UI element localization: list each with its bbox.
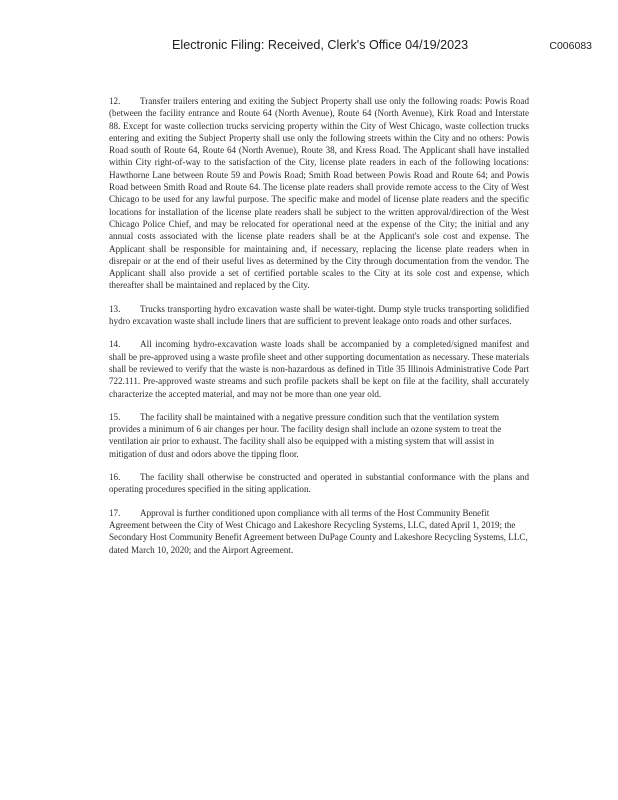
document-id: C006083 <box>549 40 592 52</box>
paragraph-number: 15. <box>109 411 121 422</box>
paragraph-14 <box>109 338 529 399</box>
paragraph-text: Trucks transporting hydro excavation waste shall be water-tight. Dump style trucks transporting solidified hydro excavation waste shall include liners that are sufficient to prevent leakage onto roads and other surfaces. <box>109 303 529 327</box>
paragraph-number: 16. <box>109 472 121 483</box>
paragraph-text: Approval is further conditioned upon compliance with all terms of the Host Community Benefit Agreement between the City of West Chicago and Lakeshore Recycling Systems, LLC, dated April 1, 2019; the Secondary Host Community Benefit Agreement between DuPage County and Lakeshore Recycling Systems, LLC, dated March 10, 2020; and the Airport Agreement. <box>109 507 528 555</box>
paragraph-17 <box>109 507 529 556</box>
paragraph-number: 14. <box>109 339 121 350</box>
paragraph-16 <box>109 471 529 496</box>
paragraph-13 <box>109 303 529 328</box>
filing-stamp: Electronic Filing: Received, Clerk's Office 04/19/2023 <box>172 38 469 52</box>
paragraph-number: 12. <box>109 96 121 106</box>
paragraph-number: 17. <box>109 507 121 518</box>
page-header <box>172 38 592 52</box>
document-body <box>109 95 529 567</box>
paragraph-text: All incoming hydro-excavation waste loads shall be accompanied by a completed/signed manifest and shall be pre-approved using a waste profile sheet and other supporting documentation as necessary. These materials shall be reviewed to verify that the waste is non-hazardous as defined in Title 35 Illinois Administrative Code Part 722.111. Pre-approved waste streams and such profile packets shall be kept on file at the facility, shall accurately characterize the accepted material, and may not be more than one year old. <box>109 339 529 399</box>
paragraph-text: The facility shall be maintained with a negative pressure condition such that the ventilation system provides a minimum of 6 air changes per hour. The facility design shall include an ozone system to treat the ventilation air prior to exhaust. The facility shall also be equipped with a misting system that will assist in mitigation of dust and odors above the tipping floor. <box>109 411 502 459</box>
paragraph-12 <box>109 95 529 292</box>
paragraph-text: The facility shall otherwise be constructed and operated in substantial conformance with the plans and operating procedures specified in the siting application. <box>109 472 529 495</box>
paragraph-number: 13. <box>109 303 121 314</box>
paragraph-15 <box>109 411 529 460</box>
paragraph-text: Transfer trailers entering and exiting the Subject Property shall use only the following roads: Powis Road (between the facility entrance and Route 64 (North Avenue), Route 64 (North Avenue), Kirk Road and Interstate 88. Except for waste collection trucks servicing property within the City of West Chicago, waste collection trucks entering and exiting the Subject Property shall use only the following streets within the City and no others: Powis Road south of Route 64, Route 64 (North Avenue), Route 38, and Kress Road. The Applicant shall have installed within City right-of-way to the satisfaction of the City, license plate readers in each of the following locations: Hawthorne Lane between Route 59 and Powis Road; Smith Road between Powis Road and Route 64; and Powis Road between Smith Road and Route 64. The license plate readers shall provide remote access to the City of West Chicago to be used for any lawful purpose. The specific make and model of license plate readers and the specific locations for installation of the license plate readers shall be subject to the written approval/direction of the West Chicago Police Chief, and may be relocated for operational need at the expense of the City; the initial and any annual costs associated with the license plate readers shall be at the Applicant's sole cost and expense. The Applicant shall be responsible for maintaining and, if necessary, replacing the license plate readers when in disrepair or at the end of their useful lives as determined by the City through documentation from the vendor. The Applicant shall also provide a set of certified portable scales to the City at its sole cost and expense, which thereafter shall be maintained and replaced by the City. <box>109 96 529 291</box>
